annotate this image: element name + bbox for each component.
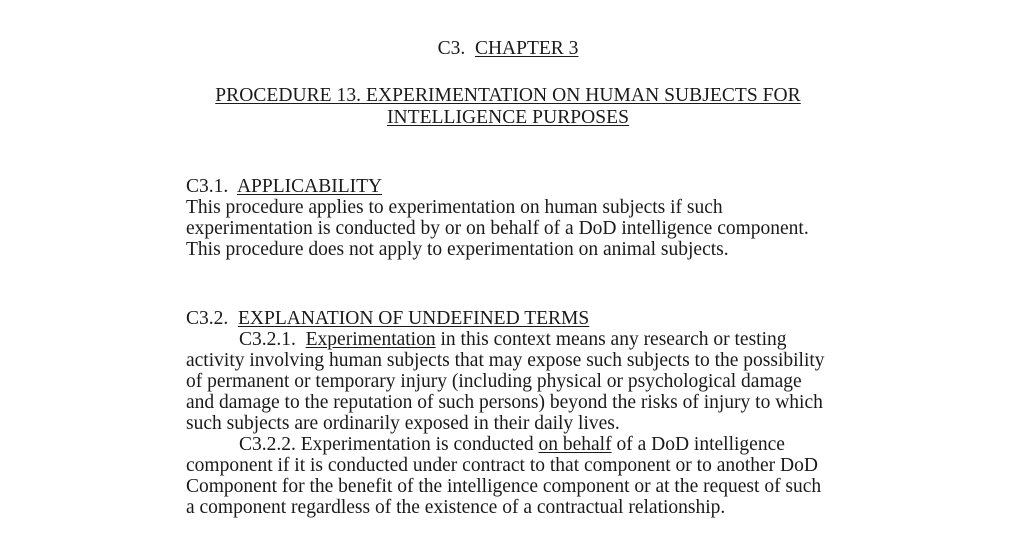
emphasis-experimentation: Experimentation — [305, 329, 436, 350]
section-number-c3-2: C3.2. — [186, 308, 229, 329]
paragraph-number-c3-2-1: C3.2.1. — [239, 329, 296, 350]
paragraph-spacer-c3-2-1 — [296, 329, 306, 350]
chapter-heading — [186, 38, 830, 59]
paragraph-c3-2-2 — [186, 434, 830, 518]
paragraph-c3-2-1 — [186, 329, 830, 434]
section-spacer-2 — [228, 308, 238, 329]
paragraph-body-c3-2-1: in this context means any research or testing activity involving human subjects that may expose such subjects to the possibility of permanent or temporary injury (including physical or psychological damage and damage to the reputation of such persons) beyond the risks of injury to which such subjects are ordinarily exposed in their daily lives. — [186, 329, 825, 434]
section-heading-explanation — [186, 308, 830, 329]
section-label-explanation: EXPLANATION OF UNDEFINED TERMS — [238, 308, 590, 329]
paragraph-body-c3-2-2: of a DoD intelligence component if it is conducted under contract to that component or to another DoD Component for the benefit of the intelligence component or at the request of such a component regardless of the existence of a contractual relationship. — [186, 434, 822, 518]
section-spacer-1 — [228, 176, 237, 197]
document-content — [186, 0, 830, 518]
emphasis-on-behalf: on behalf — [538, 434, 612, 455]
paragraph-applicability: This procedure applies to experimentation on human subjects if such experimentation is conducted by or on behalf of a DoD intelligence component. This procedure does not apply to experimentation on animal subjects. — [186, 197, 809, 260]
procedure-title-line-2: INTELLIGENCE PURPOSES — [386, 106, 630, 128]
chapter-spacer — [465, 38, 475, 59]
procedure-title-line-1: PROCEDURE 13. EXPERIMENTATION ON HUMAN SUBJECTS FOR — [215, 85, 801, 106]
procedure-title — [186, 85, 830, 128]
section-label-applicability: APPLICABILITY — [236, 176, 383, 197]
section-number-c3-1: C3.1. — [186, 176, 229, 197]
paragraph-lead-c3-2-2: Experimentation is conducted — [295, 434, 539, 455]
chapter-number: C3. — [437, 38, 466, 59]
paragraph-number-c3-2-2: C3.2.2. — [239, 434, 296, 455]
chapter-title: CHAPTER 3 — [474, 38, 579, 59]
section-heading-applicability — [186, 176, 830, 197]
